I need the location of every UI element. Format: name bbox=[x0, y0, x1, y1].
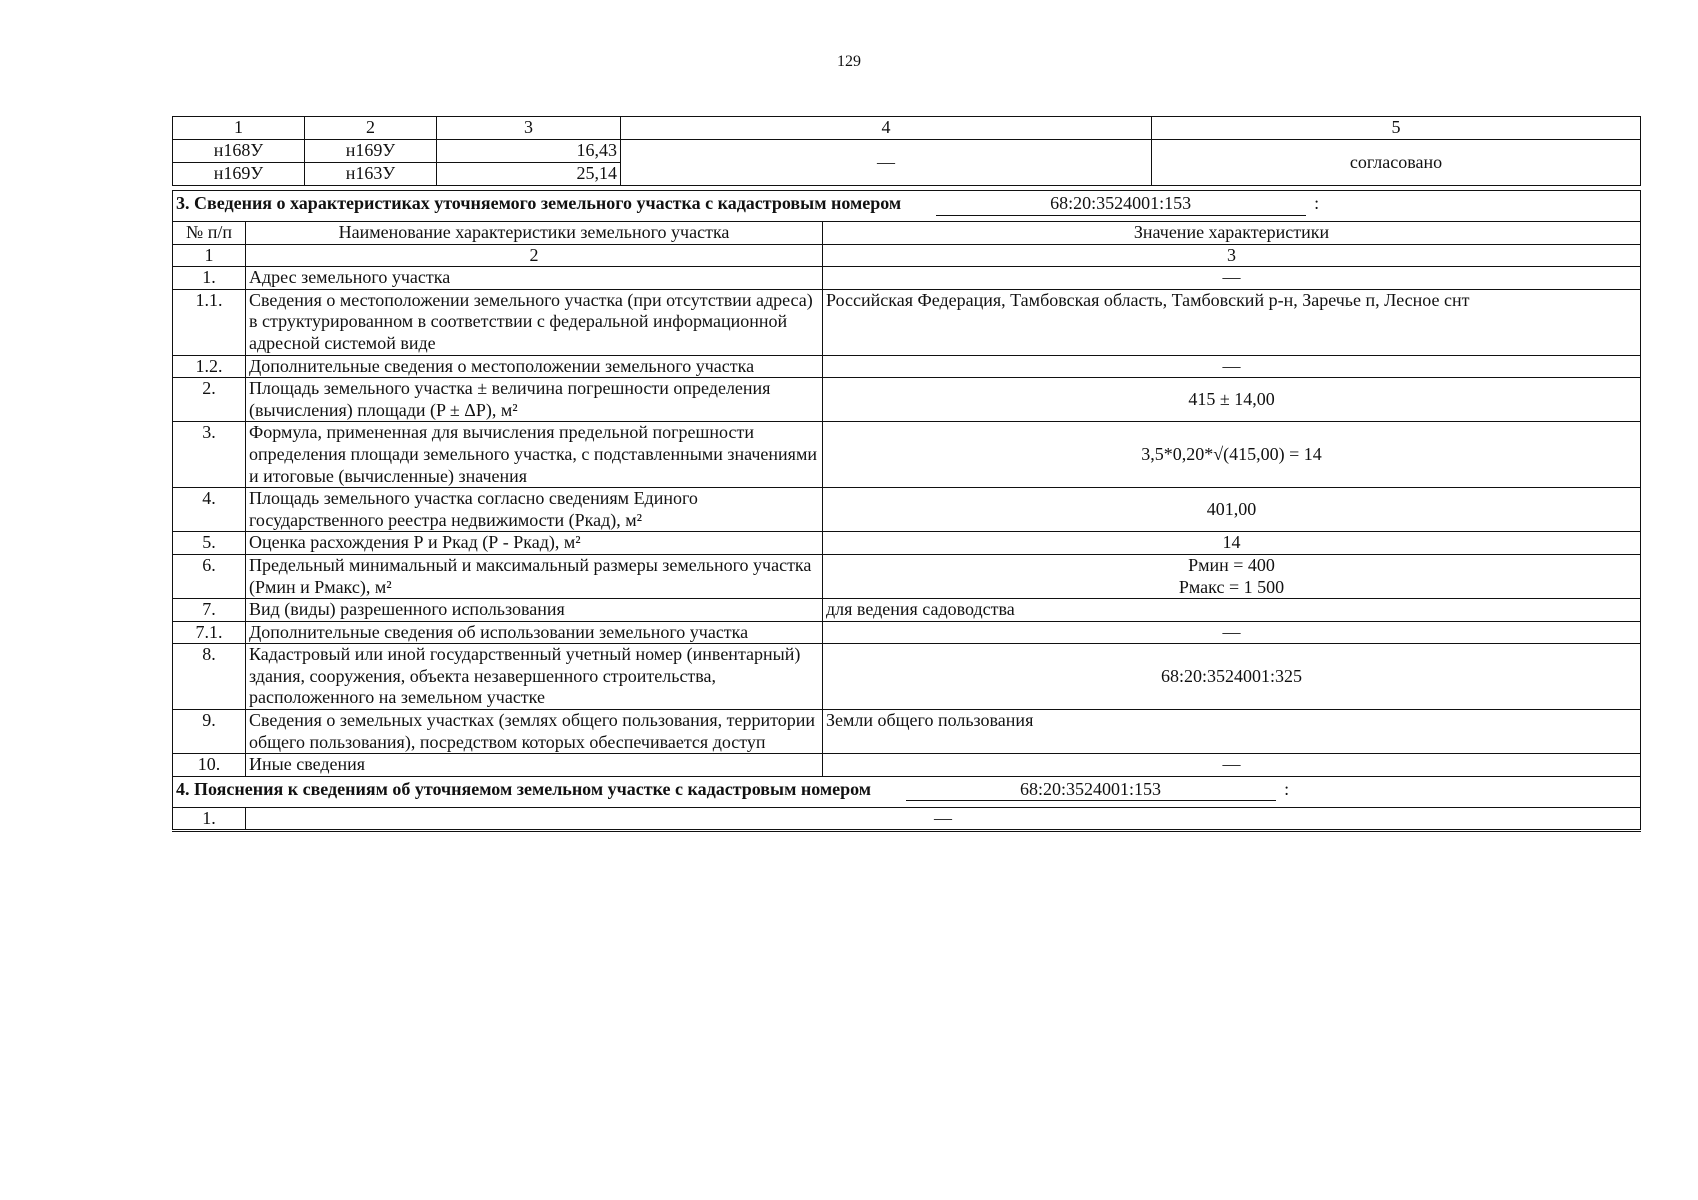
row-value: 68:20:3524001:325 bbox=[823, 644, 1641, 710]
row-number: 10. bbox=[173, 754, 246, 777]
row-number: 1. bbox=[173, 807, 246, 831]
header-cell: 2 bbox=[305, 117, 437, 140]
section4-title-row bbox=[173, 776, 1641, 807]
point-to: н163У bbox=[305, 163, 437, 186]
row-number: 4. bbox=[173, 488, 246, 532]
section3-cadastral-number: 68:20:3524001:153 bbox=[936, 193, 1306, 216]
table-row bbox=[173, 289, 1641, 355]
section3-colon: : bbox=[1314, 193, 1320, 213]
row-name: Иные сведения bbox=[246, 754, 823, 777]
row-number: 1.1. bbox=[173, 289, 246, 355]
row-value: — bbox=[823, 754, 1641, 777]
table-row bbox=[173, 140, 1641, 163]
max-size-value: Рмакс = 1 500 bbox=[1178, 576, 1285, 597]
min-size-value: Рмин = 400 bbox=[1188, 554, 1275, 575]
section3-title-row bbox=[173, 191, 1641, 222]
table-row bbox=[173, 807, 1641, 831]
header-value: Значение характеристики bbox=[823, 222, 1641, 245]
row-name: Сведения о земельных участках (землях общего пользования, территории общего пользования), посредством которых обеспечивается доступ bbox=[246, 710, 823, 754]
table-row bbox=[173, 554, 1641, 598]
header-cell: 5 bbox=[1152, 117, 1641, 140]
row-number: 8. bbox=[173, 644, 246, 710]
row-name: Площадь земельного участка согласно сведениям Единого государственного реестра недвижимости (Ркад), м² bbox=[246, 488, 823, 532]
header-cell: 3 bbox=[437, 117, 621, 140]
header-num: 3 bbox=[823, 244, 1641, 267]
row-value: 401,00 bbox=[823, 488, 1641, 532]
row-value: — bbox=[823, 621, 1641, 644]
row-value: — bbox=[823, 267, 1641, 290]
row-value: — bbox=[246, 807, 1641, 831]
row-number: 1. bbox=[173, 267, 246, 290]
header-cell: 4 bbox=[621, 117, 1152, 140]
agreement-status: согласовано bbox=[1152, 140, 1641, 186]
row-name: Оценка расхождения Р и Ркад (Р - Ркад), м² bbox=[246, 532, 823, 555]
section4-cadastral-number: 68:20:3524001:153 bbox=[906, 779, 1276, 802]
row-name: Кадастровый или иной государственный учетный номер (инвентарный) здания, сооружения, объекта незавершенного строительства, расположенного на земельном участке bbox=[246, 644, 823, 710]
segment-length: 16,43 bbox=[437, 140, 621, 163]
row-value: 3,5*0,20*√(415,00) = 14 bbox=[823, 422, 1641, 488]
row-name: Адрес земельного участка bbox=[246, 267, 823, 290]
characteristics-table bbox=[172, 190, 1641, 832]
row-value bbox=[823, 554, 1641, 598]
table-row bbox=[173, 644, 1641, 710]
row-name: Сведения о местоположении земельного участка (при отсутствии адреса) в структурированном в соответствии с федеральной информационной адресной системой виде bbox=[246, 289, 823, 355]
section4-title-text: 4. Пояснения к сведениям об уточняемом земельном участке с кадастровым номером bbox=[176, 778, 872, 799]
table-row bbox=[173, 267, 1641, 290]
table-row bbox=[173, 710, 1641, 754]
point-from: н168У bbox=[173, 140, 305, 163]
segment-length: 25,14 bbox=[437, 163, 621, 186]
section3-title-text: 3. Сведения о характеристиках уточняемого земельного участка с кадастровым номером bbox=[176, 193, 902, 213]
row-number: 3. bbox=[173, 422, 246, 488]
row-value: — bbox=[823, 355, 1641, 378]
table-row bbox=[173, 532, 1641, 555]
section4-colon: : bbox=[1284, 778, 1290, 799]
header-num: 1 bbox=[173, 244, 246, 267]
row-value: Российская Федерация, Тамбовская область, Тамбовский р-н, Заречье п, Лесное снт bbox=[823, 289, 1641, 355]
header-num: 2 bbox=[246, 244, 823, 267]
page-number: 129 bbox=[837, 53, 861, 70]
row-value: 415 ± 14,00 bbox=[823, 378, 1641, 422]
table-row bbox=[173, 488, 1641, 532]
row-number: 6. bbox=[173, 554, 246, 598]
table-row bbox=[173, 378, 1641, 422]
table-header-row bbox=[173, 117, 1641, 140]
boundary-table bbox=[172, 116, 1641, 186]
row-name: Вид (виды) разрешенного использования bbox=[246, 599, 823, 622]
row-number: 2. bbox=[173, 378, 246, 422]
section3-title bbox=[173, 191, 1641, 222]
col4-value: — bbox=[621, 140, 1152, 186]
row-number: 5. bbox=[173, 532, 246, 555]
row-name: Формула, примененная для вычисления предельной погрешности определения площади земельного участка, с подставленными значениями и итоговые (вычисленные) значения bbox=[246, 422, 823, 488]
table-header-num-row bbox=[173, 244, 1641, 267]
table-row bbox=[173, 621, 1641, 644]
table-header-row bbox=[173, 222, 1641, 245]
row-number: 7.1. bbox=[173, 621, 246, 644]
row-name: Дополнительные сведения об использовании земельного участка bbox=[246, 621, 823, 644]
row-number: 1.2. bbox=[173, 355, 246, 378]
row-number: 9. bbox=[173, 710, 246, 754]
row-name: Предельный минимальный и максимальный размеры земельного участка (Рмин и Рмакс), м² bbox=[246, 554, 823, 598]
table-row bbox=[173, 599, 1641, 622]
row-name: Дополнительные сведения о местоположении земельного участка bbox=[246, 355, 823, 378]
table-row bbox=[173, 355, 1641, 378]
section4-title bbox=[173, 776, 1641, 807]
header-no: № п/п bbox=[173, 222, 246, 245]
point-to: н169У bbox=[305, 140, 437, 163]
header-cell: 1 bbox=[173, 117, 305, 140]
table-row bbox=[173, 754, 1641, 777]
row-number: 7. bbox=[173, 599, 246, 622]
row-value: 14 bbox=[823, 532, 1641, 555]
row-name: Площадь земельного участка ± величина погрешности определения (вычисления) площади (P ± ΔP), м² bbox=[246, 378, 823, 422]
row-value: для ведения садоводства bbox=[823, 599, 1641, 622]
row-value: Земли общего пользования bbox=[823, 710, 1641, 754]
table-row bbox=[173, 422, 1641, 488]
point-from: н169У bbox=[173, 163, 305, 186]
header-name: Наименование характеристики земельного участка bbox=[246, 222, 823, 245]
